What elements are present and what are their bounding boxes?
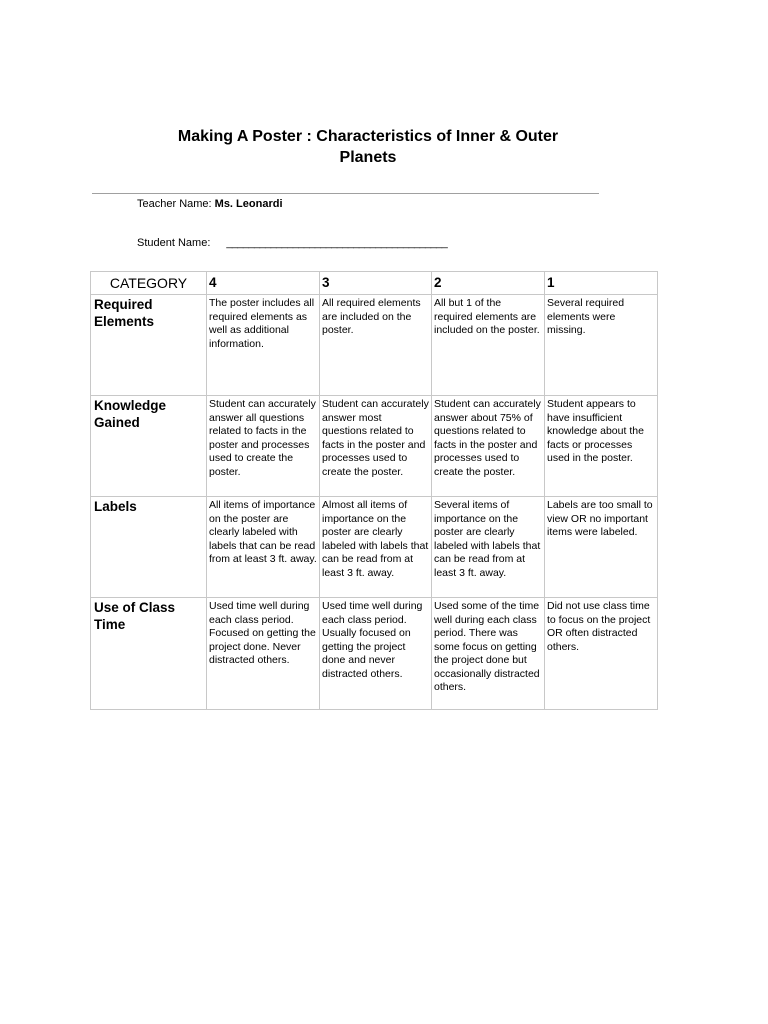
cell-score-2: All but 1 of the required elements are included on the poster. xyxy=(432,295,545,396)
table-row xyxy=(91,598,658,710)
title-divider xyxy=(92,193,599,194)
cell-score-2: Used some of the time well during each class period. There was some focus on getting the project done but occasionally distracted others. xyxy=(432,598,545,710)
student-name-blank: ________________________________________ xyxy=(226,237,448,249)
cell-score-1: Several required elements were missing. xyxy=(545,295,658,396)
category-use-of-class-time: Use of Class Time xyxy=(91,598,207,710)
cell-score-3: Used time well during each class period. Usually focused on getting the project done and never distracted others. xyxy=(320,598,432,710)
cell-score-4: Student can accurately answer all questions related to facts in the poster and processes used to create the poster. xyxy=(207,396,320,497)
cell-score-2: Several items of importance on the poster are clearly labeled with labels that can be read from at least 3 ft. away. xyxy=(432,497,545,598)
teacher-name-line xyxy=(137,198,283,210)
table-row xyxy=(91,396,658,497)
header-score-2: 2 xyxy=(432,272,545,295)
cell-score-3: Student can accurately answer most questions related to facts in the poster and processes used to create the poster. xyxy=(320,396,432,497)
header-score-1: 1 xyxy=(545,272,658,295)
cell-score-3: All required elements are included on the poster. xyxy=(320,295,432,396)
category-required-elements: Required Elements xyxy=(91,295,207,396)
rubric-table xyxy=(90,271,658,710)
student-name-line xyxy=(137,237,447,249)
cell-score-4: The poster includes all required elements as well as additional information. xyxy=(207,295,320,396)
student-name-label: Student Name: xyxy=(137,237,211,249)
header-score-3: 3 xyxy=(320,272,432,295)
rubric-header-row xyxy=(91,272,658,295)
header-category: CATEGORY xyxy=(91,272,207,295)
cell-score-2: Student can accurately answer about 75% of questions related to facts in the poster and processes used to create the poster. xyxy=(432,396,545,497)
cell-score-3: Almost all items of importance on the poster are clearly labeled with labels that can be read from at least 3 ft. away. xyxy=(320,497,432,598)
cell-score-4: Used time well during each class period. Focused on getting the project done. Never distracted others. xyxy=(207,598,320,710)
table-row xyxy=(91,295,658,396)
category-labels: Labels xyxy=(91,497,207,598)
table-row xyxy=(91,497,658,598)
category-knowledge-gained: Knowledge Gained xyxy=(91,396,207,497)
page-title: Making A Poster : Characteristics of Inner & Outer Planets xyxy=(177,128,559,166)
cell-score-1: Did not use class time to focus on the project OR often distracted others. xyxy=(545,598,658,710)
cell-score-1: Student appears to have insufficient knowledge about the facts or processes used in the poster. xyxy=(545,396,658,497)
header-score-4: 4 xyxy=(207,272,320,295)
teacher-name-value: Ms. Leonardi xyxy=(214,198,283,210)
cell-score-1: Labels are too small to view OR no important items were labeled. xyxy=(545,497,658,598)
teacher-name-label: Teacher Name: xyxy=(137,198,215,210)
cell-score-4: All items of importance on the poster are clearly labeled with labels that can be read from at least 3 ft. away. xyxy=(207,497,320,598)
